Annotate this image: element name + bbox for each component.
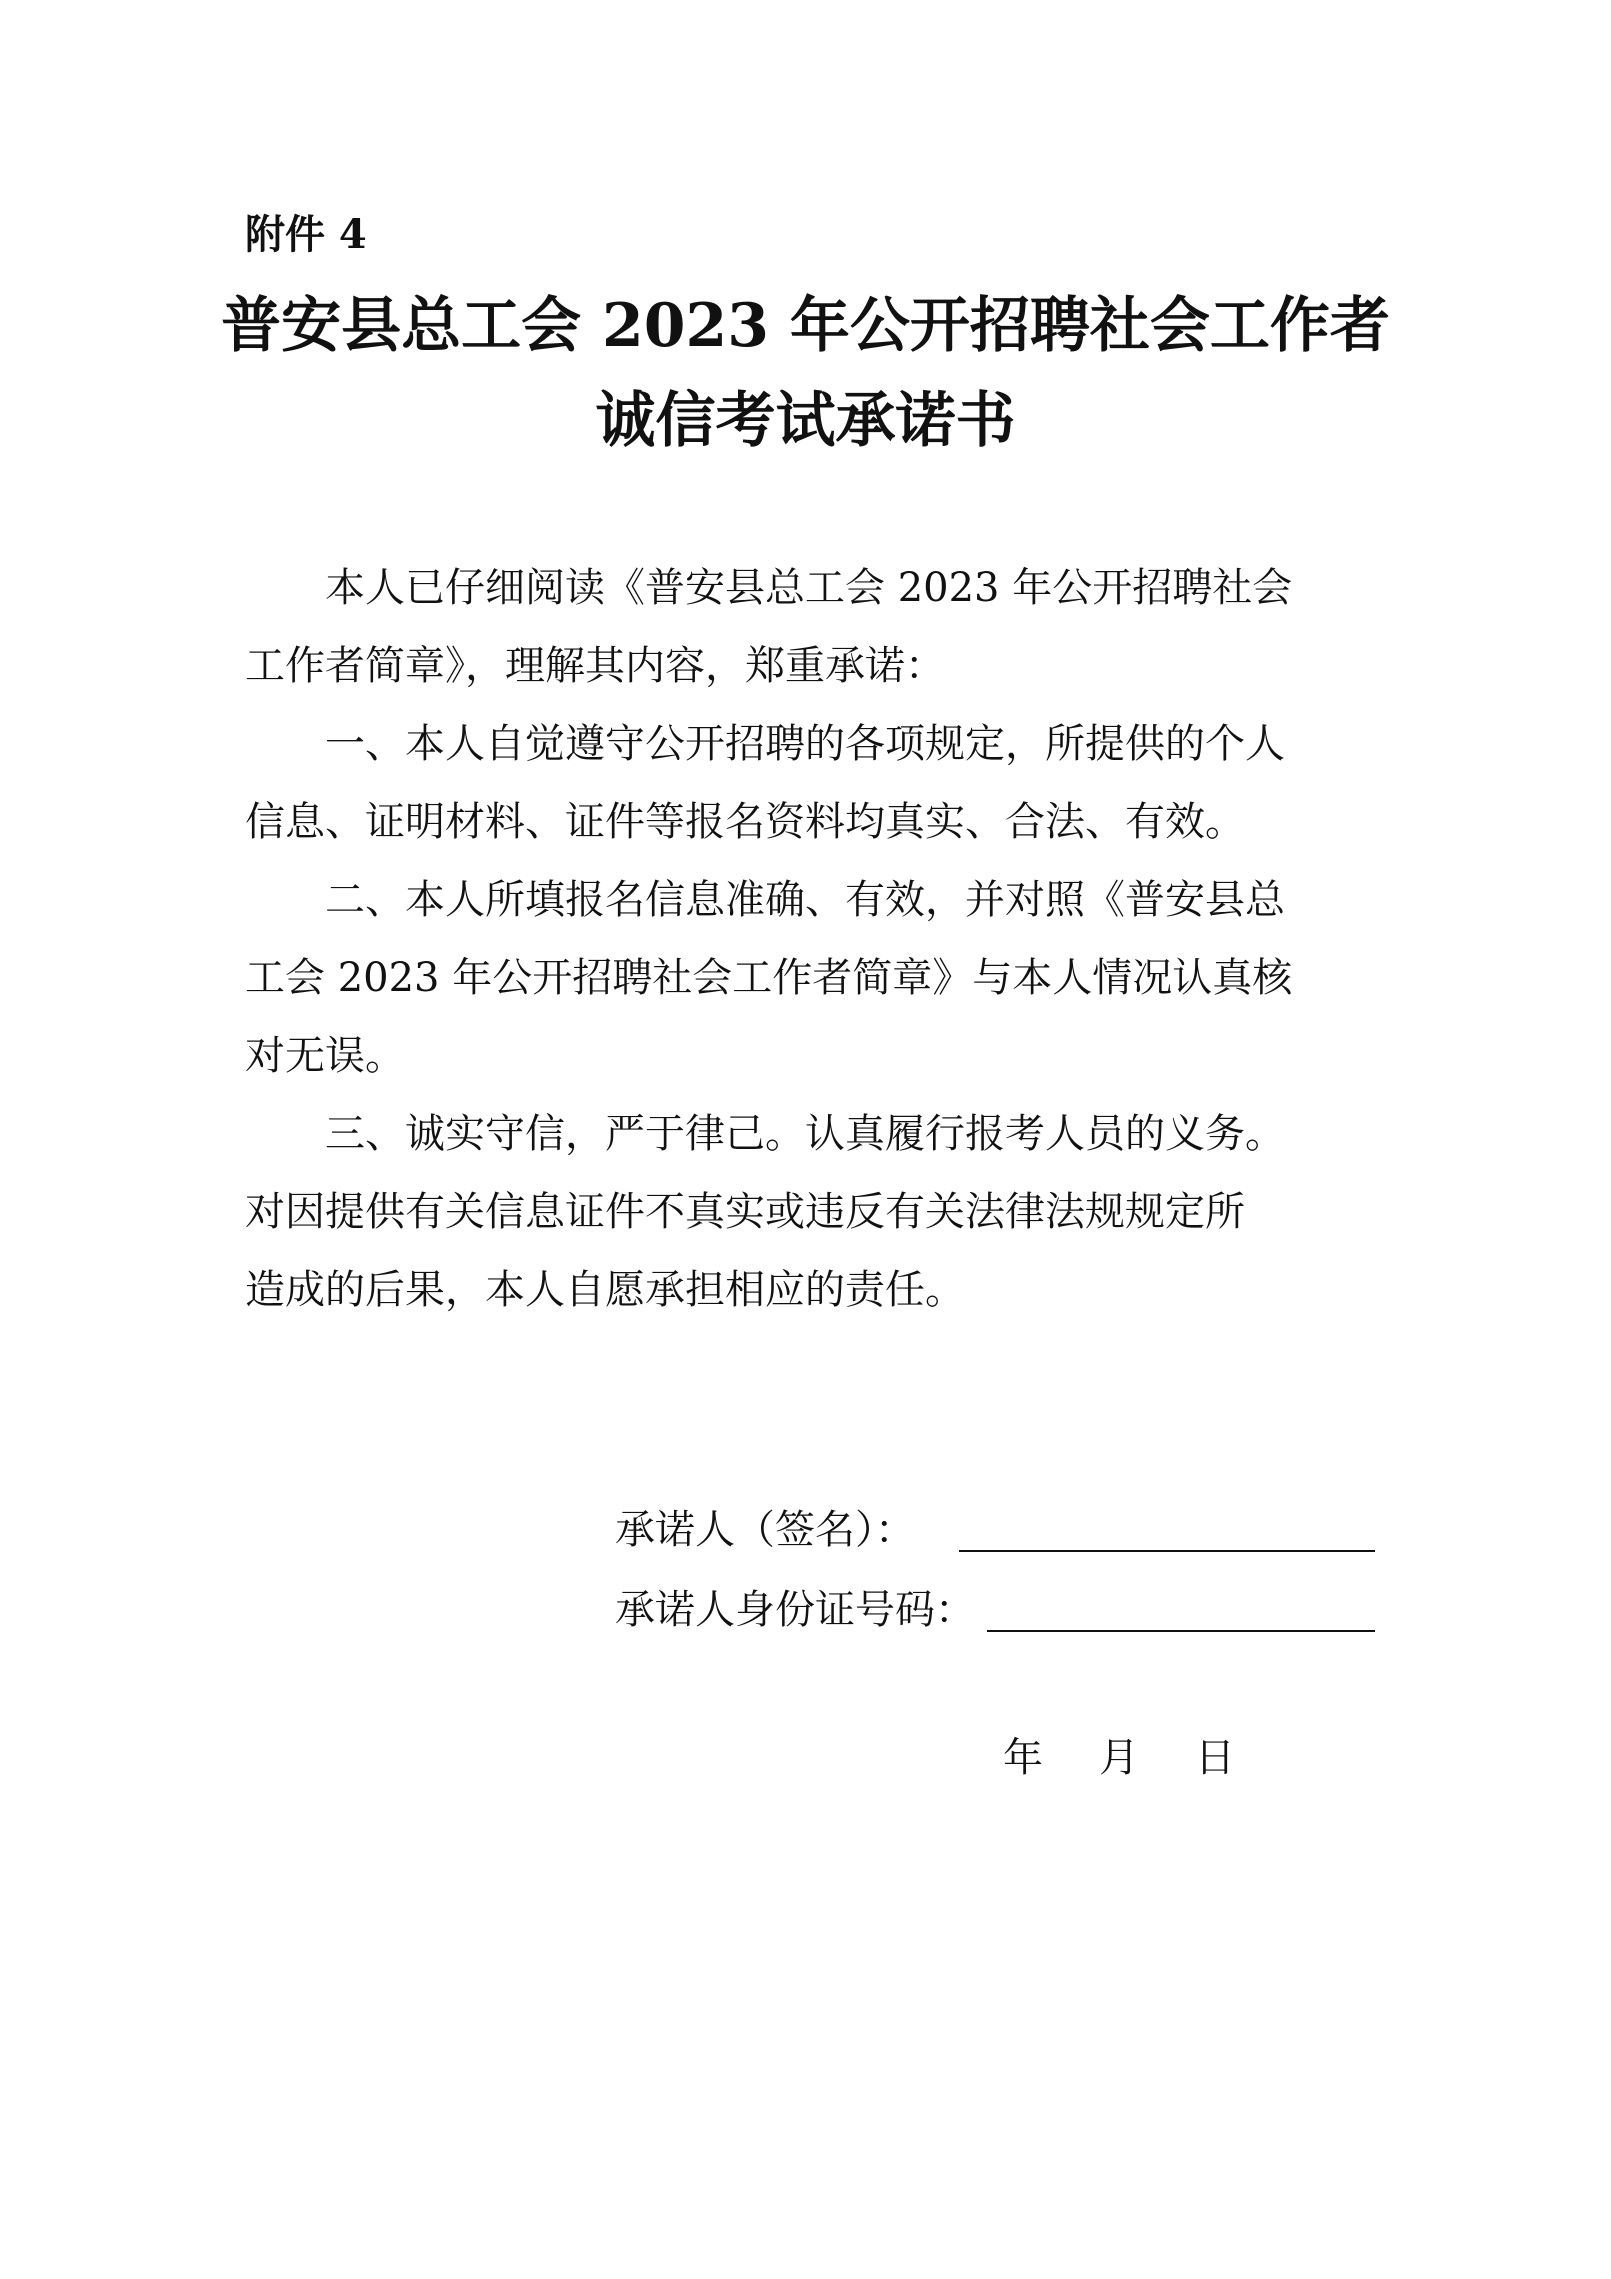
body-line-9: 对因提供有关信息证件不真实或违反有关法律法规规定所 [245,1189,1245,1235]
body-line-7: 对无误。 [245,1033,405,1079]
date-row [1003,1728,1235,1788]
signature-id-row [615,1580,1375,1640]
date-day-label: 日 [1195,1735,1235,1781]
signature-id-label: 承诺人身份证号码： [615,1587,975,1633]
signature-name-label: 承诺人（签名）： [615,1507,915,1553]
signature-id-line[interactable] [987,1630,1375,1632]
body-line-4: 信息、证明材料、证件等报名资料均真实、合法、有效。 [245,799,1245,845]
body-line-3: 一、本人自觉遵守公开招聘的各项规定，所提供的个人 [245,721,1285,767]
body-line-8: 三、诚实守信，严于律己。认真履行报考人员的义务。 [245,1111,1285,1157]
date-year-label: 年 [1003,1735,1043,1781]
body-line-1: 本人已仔细阅读《普安县总工会 2023 年公开招聘社会 [245,565,1293,611]
body-line-2: 工作者简章》，理解其内容，郑重承诺： [245,643,945,689]
body-line-5: 二、本人所填报名信息准确、有效，并对照《普安县总 [245,877,1285,923]
attachment-label: 附件 4 [245,211,367,258]
signature-name-line[interactable] [959,1550,1375,1552]
signature-name-row [615,1500,1375,1560]
date-month-label: 月 [1099,1735,1139,1781]
body-line-6: 工会 2023 年公开招聘社会工作者简章》与本人情况认真核 [245,955,1293,1001]
title-line-2: 诚信考试承诺书 [595,386,1016,456]
title-line-1: 普安县总工会 2023 年公开招聘社会工作者 [221,291,1390,361]
body-line-10: 造成的后果，本人自愿承担相应的责任。 [245,1267,965,1313]
